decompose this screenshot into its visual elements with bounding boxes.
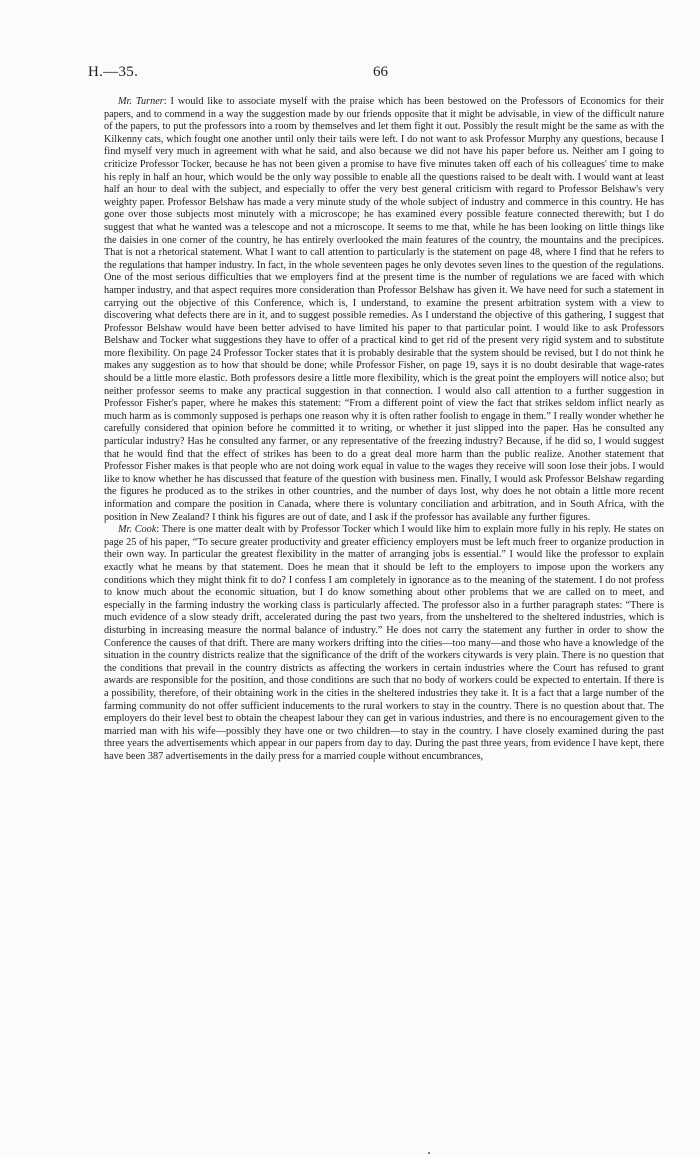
paragraph-text: There is one matter dealt with by Professor Tocker which I would like him to explain more fully in his reply. He states on page 25 of his paper, “To secure greater productivity and greater efficiency employers must be left much freer to organize production in their own way. In particular the greatest flexibility in the matter of arranging jobs is essential.” I would like the professor to explain exactly what he means by that statement. Does he mean that it should be left to the employers to impose upon the workers any conditions which they might think fit to do? I confess I am completely in ignorance as to the meaning of the statement. I do not profess to know much about the economic situation, but I do know something about other problems that we are called on to meet, and especially in the farming industry the working class is particularly affected. The professor also in a further paragraph states: “There is much evidence of a slow steady drift, accelerated during the past two years, from the unsheltered to the sheltered industries, which is disturbing in increasing measure the normal balance of industry.” He does not carry the statement any further in order to show the Conference the causes of that drift. There are many workers drifting into the cities—too many—and those who have a knowledge of the situation in the country districts realize that the significance of the drift of the workers citywards is very plain. There is no question that the conditions that prevail in the country districts as affecting the workers in certain industries where the Court has refused to grant awards are responsible for the position, and those conditions are such that no body of workers could be expected to entertain. If there is a possibility, therefore, of their obtaining work in the cities in the sheltered industries they take it. It is a fact that a large number of the farming community do not offer sufficient inducements to the rural workers to stay in the country. There is no question about that. The employers do their level best to obtain the cheapest labour they can get in various industries, and there is no encouragement given to the married man with his wife—possibly they have one or two children—to stay in the country. I have closely examined during the past three years the advertisements which appear in our papers from day to day. During the past three years, from evidence I have kept, there have been 387 advertisements in the daily press for a married couple without encumbrances, <box>104 524 664 762</box>
document-code: H.—35. <box>88 64 139 80</box>
paragraph-text: I would like to associate myself with the praise which has been bestowed on the Professors of Economics for their papers, and to commend in a way the suggestion made by our friends opposite that it might be advisable, in view of the difficult nature of the papers, to put the professors into a room by themselves and let them fight it out. Possibly the result might be the same as with the Kilkenny cats, which fought one another until only their tails were left. I do not want to ask Professor Murphy any questions, because I find myself very much in agreement with what he said, and also because we did not have his paper before us. Neither am I going to criticize Professor Tocker, because he has not been given a promise to have five minutes taken off each of his colleagues' time to make his reply in half an hour, which would be the only way possible to enable all the questions raised to be dealt with. I would want at least half an hour to deal with the subject, and especially to offer the very best general criticism with regard to Professor Belshaw's very weighty paper. Professor Belshaw has made a very minute study of the whole subject of industry and commerce in this country. He has gone over those subjects most minutely with a microscope; he has examined every possible feature connected therewith; but I do suggest that what he wanted was a telescope and not a microscope. It seems to me that, while he has been looking on little things like the daisies in one corner of the country, he has entirely overlooked the main features of the country, the mountains and the precipices. That is not a rhetorical statement. What I want to call attention to particularly is the statement on page 48, where I find that he refers to the regulations that hamper industry. In fact, in the whole seventeen pages he only devotes seven lines to the question of the regulations. One of the most serious difficulties that we employers find at the present time is the number of regulations we are faced with which hamper industry, and that aspect requires more consideration than Professor Belshaw has given it. We have need for such a statement in carrying out the objective of this Conference, which is, I understand, to examine the present arbitration system with a view to discovering what defects there are in it, and to suggest possible remedies. As I understand the objective of this gathering, I suggest that Professor Belshaw would have been better advised to have limited his paper to that particular point. I would like to ask Professors Belshaw and Tocker what suggestions they have to offer of a practical kind to get rid of the present very rigid system and to substitute more flexibility. On page 24 Professor Tocker states that it is probably desirable that the system should be revised, but I do not think he makes any suggestion as to how that should be done; while Professor Fisher, on page 19, says it is no doubt desirable that wage-rates should be a little more elastic. Both professors desire a little more flexibility, which is the great point the employers will notice also; but neither professor seems to make any practical suggestion in that connection. I would also call attention to a further suggestion in Professor Fisher's paper, where he makes this statement: “From a different point of view the fact that strikes seldom inflict nearly as much harm as is commonly supposed is perhaps one reason why it is often rather foolish to engage in them.” I really wonder whether he carefully considered that opinion before he committed it to writing, or whether it just slipped into the paper. Has he consulted any particular industry? Has he consulted any farmer, or any representative of the freezing industry? Because, if he did so, I would suggest that he would find that the effect of strikes has been to do a great deal more harm than the public realize. Another statement that Professor Fisher makes is that people who are not doing work equal in value to the wages they receive will soon lose their jobs. I would like to know whether he has discussed that feature of the question with business men. Finally, I would ask Professor Belshaw regarding the figures he produced as to the strikes in other countries, and the number of days lost, why does he not obtain a little more recent information and compare the position in Canada, where there is voluntary conciliation and arbitration, and in South Africa, with the position in New Zealand? I think his figures are out of date, and I ask if the professor has available any further figures. <box>104 96 664 523</box>
paragraph-turner <box>104 96 664 524</box>
scan-mark <box>428 1152 430 1154</box>
speaker-name: Mr. Cook <box>118 524 157 536</box>
page-header <box>88 64 663 84</box>
speaker-separator: : <box>163 96 171 107</box>
speaker-name: Mr. Turner <box>118 96 164 107</box>
page-number: 66 <box>373 64 388 80</box>
body-text <box>104 96 664 763</box>
speaker-separator: : <box>156 524 162 536</box>
paragraph-cook <box>104 524 664 763</box>
